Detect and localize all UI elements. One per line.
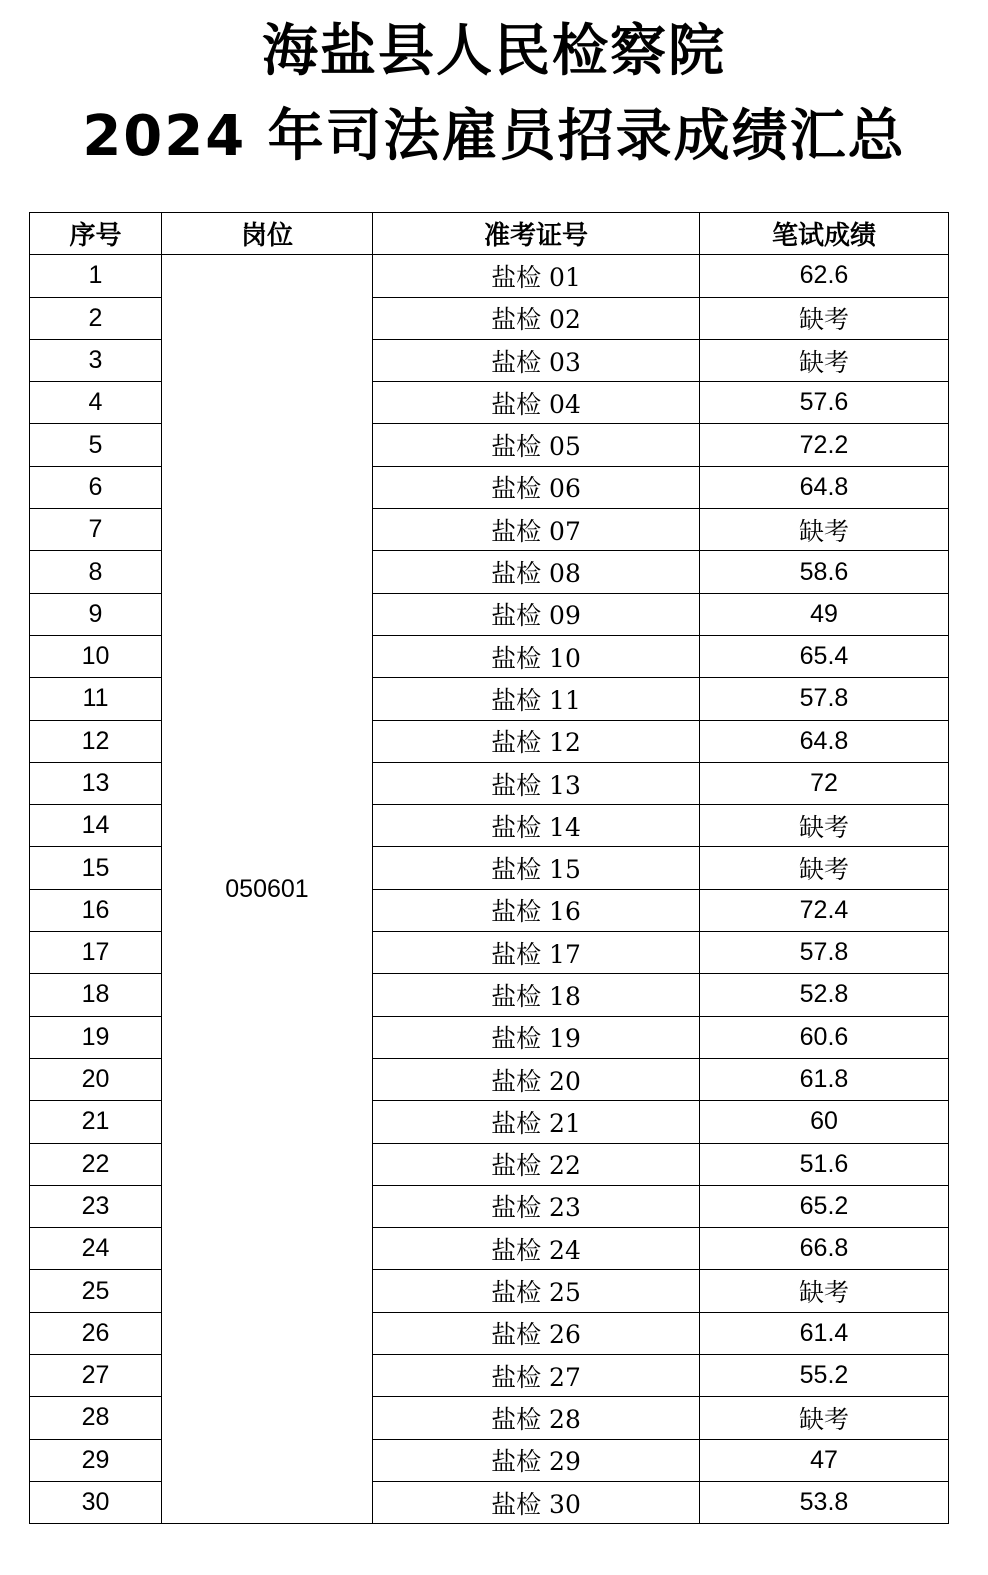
written-score-cell: 66.8: [700, 1228, 949, 1270]
ticket-number-cell: 盐检 11: [373, 678, 700, 720]
ticket-number-cell: 盐检 19: [373, 1016, 700, 1058]
ticket-number-cell: 盐检 09: [373, 593, 700, 635]
written-score-cell: 60.6: [700, 1016, 949, 1058]
ticket-number-cell: 盐检 08: [373, 551, 700, 593]
serial-cell: 27: [30, 1355, 162, 1397]
header-written-score: 笔试成绩: [700, 213, 949, 255]
written-score-cell: 52.8: [700, 974, 949, 1016]
written-score-cell: 57.6: [700, 382, 949, 424]
ticket-number-cell: 盐检 29: [373, 1439, 700, 1481]
ticket-number-cell: 盐检 06: [373, 466, 700, 508]
ticket-number-cell: 盐检 21: [373, 1101, 700, 1143]
serial-cell: 24: [30, 1228, 162, 1270]
serial-cell: 5: [30, 424, 162, 466]
serial-cell: 21: [30, 1101, 162, 1143]
ticket-number-cell: 盐检 27: [373, 1355, 700, 1397]
written-score-cell: 61.8: [700, 1058, 949, 1100]
serial-cell: 2: [30, 297, 162, 339]
ticket-number-cell: 盐检 02: [373, 297, 700, 339]
written-score-cell: 62.6: [700, 255, 949, 297]
written-score-cell: 55.2: [700, 1355, 949, 1397]
header-post: 岗位: [162, 213, 373, 255]
written-score-cell: 缺考: [700, 1270, 949, 1312]
header-ticket-number: 准考证号: [373, 213, 700, 255]
ticket-number-cell: 盐检 17: [373, 932, 700, 974]
serial-cell: 19: [30, 1016, 162, 1058]
written-score-cell: 65.2: [700, 1185, 949, 1227]
document-title-line1: 海盐县人民检察院: [262, 19, 726, 84]
written-score-cell: 缺考: [700, 339, 949, 381]
serial-cell: 13: [30, 762, 162, 804]
table-row: [30, 255, 949, 297]
serial-cell: 30: [30, 1481, 162, 1523]
serial-cell: 29: [30, 1439, 162, 1481]
serial-cell: 10: [30, 635, 162, 677]
score-table: [29, 212, 949, 1524]
written-score-cell: 51.6: [700, 1143, 949, 1185]
serial-cell: 3: [30, 339, 162, 381]
serial-cell: 15: [30, 847, 162, 889]
serial-cell: 23: [30, 1185, 162, 1227]
ticket-number-cell: 盐检 24: [373, 1228, 700, 1270]
ticket-number-cell: 盐检 05: [373, 424, 700, 466]
ticket-number-cell: 盐检 30: [373, 1481, 700, 1523]
written-score-cell: 60: [700, 1101, 949, 1143]
written-score-cell: 缺考: [700, 847, 949, 889]
serial-cell: 25: [30, 1270, 162, 1312]
serial-cell: 9: [30, 593, 162, 635]
written-score-cell: 61.4: [700, 1312, 949, 1354]
written-score-cell: 57.8: [700, 678, 949, 720]
written-score-cell: 49: [700, 593, 949, 635]
header-serial: 序号: [30, 213, 162, 255]
written-score-cell: 缺考: [700, 297, 949, 339]
ticket-number-cell: 盐检 03: [373, 339, 700, 381]
serial-cell: 4: [30, 382, 162, 424]
written-score-cell: 53.8: [700, 1481, 949, 1523]
serial-cell: 1: [30, 255, 162, 297]
post-cell: 050601: [162, 255, 373, 1524]
ticket-number-cell: 盐检 18: [373, 974, 700, 1016]
serial-cell: 12: [30, 720, 162, 762]
written-score-cell: 64.8: [700, 720, 949, 762]
ticket-number-cell: 盐检 14: [373, 805, 700, 847]
written-score-cell: 缺考: [700, 1397, 949, 1439]
written-score-cell: 65.4: [700, 635, 949, 677]
written-score-cell: 57.8: [700, 932, 949, 974]
serial-cell: 28: [30, 1397, 162, 1439]
serial-cell: 7: [30, 509, 162, 551]
ticket-number-cell: 盐检 28: [373, 1397, 700, 1439]
serial-cell: 14: [30, 805, 162, 847]
written-score-cell: 缺考: [700, 805, 949, 847]
ticket-number-cell: 盐检 22: [373, 1143, 700, 1185]
written-score-cell: 47: [700, 1439, 949, 1481]
serial-cell: 18: [30, 974, 162, 1016]
written-score-cell: 72: [700, 762, 949, 804]
table-header-row: [30, 213, 949, 255]
written-score-cell: 72.2: [700, 424, 949, 466]
ticket-number-cell: 盐检 23: [373, 1185, 700, 1227]
written-score-cell: 64.8: [700, 466, 949, 508]
ticket-number-cell: 盐检 16: [373, 889, 700, 931]
ticket-number-cell: 盐检 13: [373, 762, 700, 804]
ticket-number-cell: 盐检 04: [373, 382, 700, 424]
ticket-number-cell: 盐检 20: [373, 1058, 700, 1100]
serial-cell: 11: [30, 678, 162, 720]
ticket-number-cell: 盐检 26: [373, 1312, 700, 1354]
written-score-cell: 72.4: [700, 889, 949, 931]
serial-cell: 6: [30, 466, 162, 508]
ticket-number-cell: 盐检 25: [373, 1270, 700, 1312]
serial-cell: 26: [30, 1312, 162, 1354]
ticket-number-cell: 盐检 12: [373, 720, 700, 762]
written-score-cell: 58.6: [700, 551, 949, 593]
serial-cell: 16: [30, 889, 162, 931]
table-body: [30, 255, 949, 1524]
ticket-number-cell: 盐检 07: [373, 509, 700, 551]
serial-cell: 17: [30, 932, 162, 974]
ticket-number-cell: 盐检 15: [373, 847, 700, 889]
serial-cell: 22: [30, 1143, 162, 1185]
serial-cell: 8: [30, 551, 162, 593]
ticket-number-cell: 盐检 01: [373, 255, 700, 297]
ticket-number-cell: 盐检 10: [373, 635, 700, 677]
written-score-cell: 缺考: [700, 509, 949, 551]
serial-cell: 20: [30, 1058, 162, 1100]
document-title-line2: 2024 年司法雇员招录成绩汇总: [82, 104, 906, 169]
